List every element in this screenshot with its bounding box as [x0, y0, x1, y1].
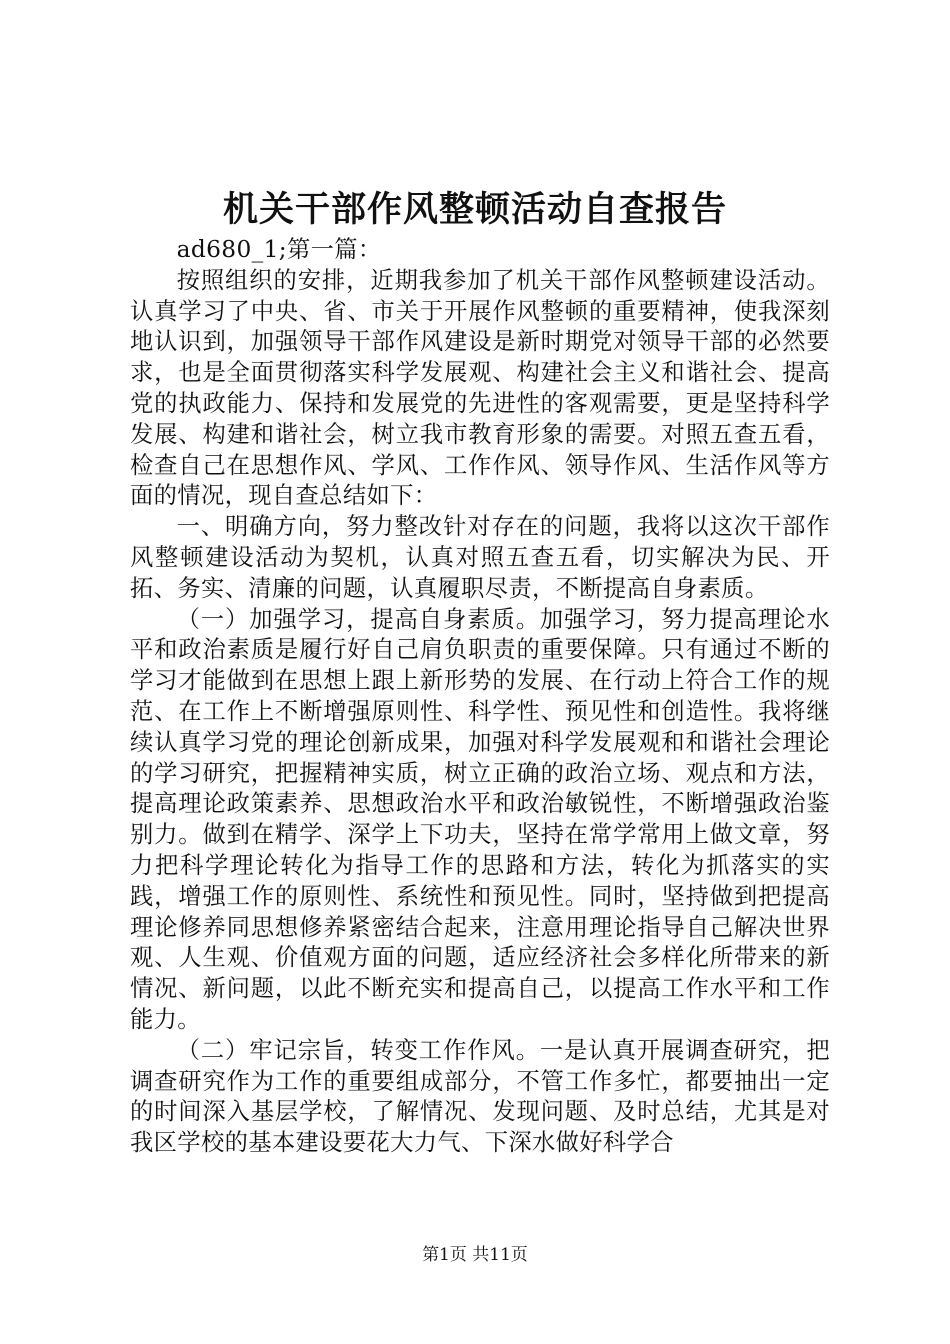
paragraph-section-one: 一、明确方向，努力整改针对存在的问题，我将以这次干部作风整顿建设活动为契机，认真对照五查五看，切实解决为民、开拓、务实、清廉的问题，认真履职尽责，不断提高自身素质。 — [130, 513, 830, 602]
document-body — [130, 235, 830, 1159]
document-title: 机关干部作风整顿活动自查报告 — [222, 189, 727, 230]
paragraph-heading: ad680_1;第一篇： — [176, 236, 382, 263]
page-number-footer: 第1页 共11页 — [422, 1245, 528, 1265]
paragraph-intro: 按照组织的安排，近期我参加了机关干部作风整顿建设活动。认真学习了中央、省、市关于开展作风整顿的重要精神，使我深刻地认识到，加强领导干部作风建设是新时期党对领导干部的必然要求，也是全面贯彻落实科学发展观、构建社会主义和谐社会、提高党的执政能力、保持和发展党的先进性的客观需要，更是坚持科学发展、构建和谐社会，树立我市教育形象的需要。对照五查五看，检查自己在思想作风、学风、工作作风、领导作风、生活作风等方面的情况，现自查总结如下： — [130, 266, 830, 510]
paragraph-subsection-one: （一）加强学习，提高自身素质。加强学习，努力提高理论水平和政治素质是履行好自己肩负职责的重要保障。只有通过不断的学习才能做到在思想上跟上新形势的发展、在行动上符合工作的规范、在工作上不断增强原则性、科学性、预见性和创造性。我将继续认真学习党的理论创新成果，加强对科学发展观和和谐社会理论的学习研究，把握精神实质，树立正确的政治立场、观点和方法，提高理论政策素养、思想政治水平和政治敏锐性，不断增强政治鉴别力。做到在精学、深学上下功夫，坚持在常学常用上做文章，努力把科学理论转化为指导工作的思路和方法，转化为抓落实的实践，增强工作的原则性、系统性和预见性。同时，坚持做到把提高理论修养同思想修养紧密结合起来，注意用理论指导自己解决世界观、人生观、价值观方面的问题，适应经济社会多样化所带来的新情况、新问题，以此不断充实和提高自己，以提高工作水平和工作能力。 — [130, 605, 830, 1033]
paragraph-subsection-two: （二）牢记宗旨，转变工作作风。一是认真开展调查研究，把调查研究作为工作的重要组成部分，不管工作多忙，都要抽出一定的时间深入基层学校，了解情况、发现问题、及时总结，尤其是对我区学校的基本建设要花大力气、下深水做好科学合 — [130, 1036, 830, 1157]
